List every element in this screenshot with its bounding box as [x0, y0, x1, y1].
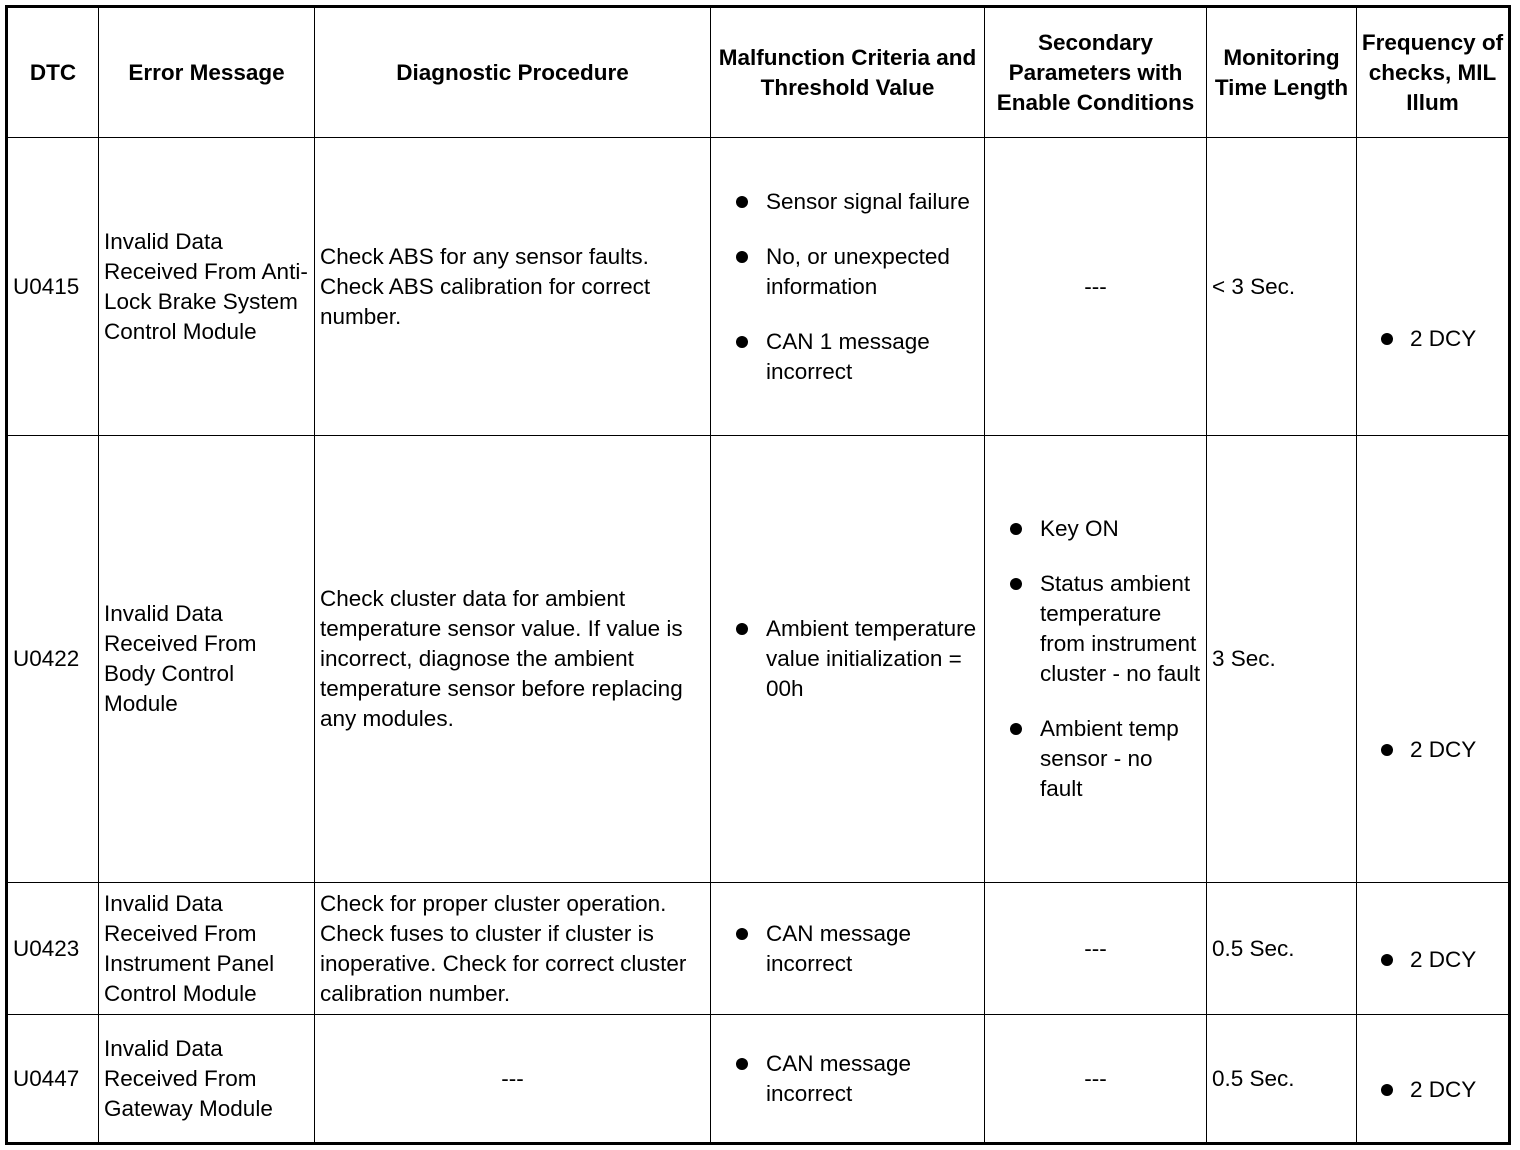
header-error-message: Error Message	[99, 7, 315, 138]
frequency: 2 DCY	[1357, 1015, 1510, 1144]
criteria-item: No, or unexpected information	[716, 242, 979, 302]
bullet-icon	[1010, 578, 1022, 590]
monitoring-time: 0.5 Sec.	[1207, 883, 1357, 1015]
bullet-icon	[1381, 954, 1393, 966]
criteria-item: CAN message incorrect	[716, 1049, 979, 1109]
bullet-icon	[1010, 723, 1022, 735]
secondary-item: Key ON	[990, 514, 1201, 544]
diagnostic-procedure: Check ABS for any sensor faults. Check ABS calibration for correct number.	[315, 138, 711, 436]
header-diagnostic-procedure: Diagnostic Procedure	[315, 7, 711, 138]
diagnostic-procedure: Check for proper cluster operation. Check fuses to cluster if cluster is inoperative. Check for correct cluster calibration number.	[315, 883, 711, 1015]
malfunction-criteria	[711, 138, 985, 436]
bullet-icon	[1010, 523, 1022, 535]
bullet-icon	[1381, 1084, 1393, 1096]
bullet-icon	[736, 196, 748, 208]
monitoring-time: 3 Sec.	[1207, 436, 1357, 883]
monitoring-time: 0.5 Sec.	[1207, 1015, 1357, 1144]
header-frequency: Frequency of checks, MIL Illum	[1357, 7, 1510, 138]
secondary-item: Status ambient temperature from instrument cluster - no fault	[990, 569, 1201, 689]
table-row	[7, 436, 1510, 883]
error-message: Invalid Data Received From Gateway Module	[99, 1015, 315, 1144]
secondary-parameters: ---	[985, 1015, 1207, 1144]
secondary-item: Ambient temp sensor - no fault	[990, 714, 1201, 804]
malfunction-criteria	[711, 883, 985, 1015]
header-row	[7, 7, 1510, 138]
bullet-icon	[736, 623, 748, 635]
frequency: 2 DCY	[1357, 138, 1510, 436]
bullet-icon	[736, 1058, 748, 1070]
monitoring-time: < 3 Sec.	[1207, 138, 1357, 436]
malfunction-criteria	[711, 436, 985, 883]
bullet-icon	[1381, 744, 1393, 756]
criteria-item: Sensor signal failure	[716, 187, 979, 217]
diagnostic-procedure: Check cluster data for ambient temperature sensor value. If value is incorrect, diagnose the ambient temperature sensor before replacing any modules.	[315, 436, 711, 883]
error-message: Invalid Data Received From Anti-Lock Brake System Control Module	[99, 138, 315, 436]
secondary-parameters: ---	[985, 883, 1207, 1015]
secondary-parameters: ---	[985, 138, 1207, 436]
dtc-code: U0447	[7, 1015, 99, 1144]
error-message: Invalid Data Received From Instrument Panel Control Module	[99, 883, 315, 1015]
header-secondary-parameters: Secondary Parameters with Enable Conditions	[985, 7, 1207, 138]
malfunction-criteria	[711, 1015, 985, 1144]
frequency: 2 DCY	[1357, 883, 1510, 1015]
diagnostic-procedure: ---	[315, 1015, 711, 1144]
bullet-icon	[1381, 333, 1393, 345]
table-row	[7, 1015, 1510, 1144]
dtc-table	[5, 5, 1511, 1145]
table-row	[7, 138, 1510, 436]
error-message: Invalid Data Received From Body Control Module	[99, 436, 315, 883]
header-malfunction-criteria: Malfunction Criteria and Threshold Value	[711, 7, 985, 138]
secondary-parameters	[985, 436, 1207, 883]
bullet-icon	[736, 928, 748, 940]
criteria-item: CAN 1 message incorrect	[716, 327, 979, 387]
frequency: 2 DCY	[1357, 436, 1510, 883]
criteria-item: CAN message incorrect	[716, 919, 979, 979]
dtc-code: U0415	[7, 138, 99, 436]
header-dtc: DTC	[7, 7, 99, 138]
header-monitoring-time: Monitoring Time Length	[1207, 7, 1357, 138]
dtc-code: U0422	[7, 436, 99, 883]
dtc-code: U0423	[7, 883, 99, 1015]
bullet-icon	[736, 251, 748, 263]
table-row	[7, 883, 1510, 1015]
criteria-item: Ambient temperature value initialization = 00h	[716, 614, 979, 704]
bullet-icon	[736, 336, 748, 348]
